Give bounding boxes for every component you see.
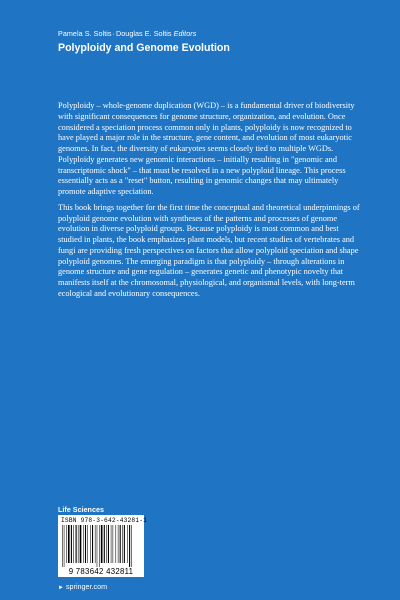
barcode-bar	[73, 525, 74, 563]
barcode-bar	[101, 525, 103, 563]
blurb	[58, 101, 360, 305]
editors-role: Editors	[173, 29, 197, 38]
barcode-bar	[127, 525, 128, 563]
barcode-bar	[104, 525, 105, 563]
barcode-image	[61, 525, 141, 567]
barcode-bar	[118, 525, 119, 563]
barcode-bar	[68, 525, 70, 563]
blurb-paragraph: This book brings together for the first time the conceptual and theoretical underpinnings of polyploid genome evolution with syntheses of the patterns and processes of genome evolution in diverse polyploid groups. Because polyploidy is most common and best studied in plants, the book emphasizes plant models, but recent studies of vertebrates and fungi are providing fresh perspectives on factors that allow polyploid speciation and shape polyploid genomes. The emerging paradigm is that polyploidy – through alterations in genome structure and gene regulation – generates genetic and phenotypic novelty that manifests itself at the chromosomal, physiological, and organismal levels, with long-term ecological and evolutionary consequences.	[58, 202, 360, 298]
barcode-bar	[62, 525, 63, 567]
barcode-bar	[76, 525, 77, 563]
barcode-bar	[108, 525, 109, 563]
editor-separator: ·	[112, 29, 115, 38]
barcode-bar	[122, 525, 123, 563]
barcode-bar	[92, 525, 93, 563]
publisher-name: springer.com	[65, 582, 108, 591]
barcode-bar	[106, 525, 107, 563]
barcode-bar	[83, 525, 84, 563]
barcode-bar	[113, 525, 114, 563]
editors-line	[58, 29, 196, 38]
barcode-digits: 9 783642 432811	[68, 567, 134, 576]
barcode-bar	[90, 525, 91, 563]
barcode-bar	[64, 525, 65, 567]
publisher-link[interactable]	[58, 582, 107, 591]
barcode-bar	[99, 525, 100, 567]
isbn-label: ISBN 978-3-642-43281-1	[61, 517, 148, 524]
barcode-panel	[58, 515, 148, 577]
barcode-bar	[129, 525, 130, 567]
barcode-bar	[124, 525, 125, 563]
editor-name: Douglas E. Soltis	[115, 29, 172, 38]
barcode-bar	[131, 525, 132, 567]
barcode-bar	[80, 525, 82, 563]
editor-name: Pamela S. Soltis	[58, 29, 112, 38]
barcode-bar	[71, 525, 72, 563]
arrow-icon: ►	[58, 585, 64, 591]
barcode-bar	[78, 525, 79, 563]
barcode-bar	[85, 525, 86, 563]
barcode-bar	[95, 525, 96, 563]
blurb-paragraph: Polyploidy – whole-genome duplication (WGD) – is a fundamental driver of biodiversity with significant consequences for genome structure, organization, and evolution. Once considered a speciation process common only in plants, polyploidy is now recognized to have played a major role in the structure, gene content, and evolution of most eukaryotic genomes. In fact, the diversity of eukaryotes seems closely tied to multiple WGDs. Polyploidy generates new genomic interactions – initially resulting in "genomic and transcriptomic shock" – that must be resolved in a new polyploid lineage. This process essentially acts as a "reset" button, resulting in genomic changes that may ultimately promote adaptive speciation.	[58, 101, 355, 196]
subject-label: Life Sciences	[58, 505, 104, 514]
barcode-bar	[66, 525, 67, 563]
barcode-bar	[97, 525, 98, 567]
barcode-bar	[87, 525, 88, 563]
barcode-bar	[116, 525, 117, 563]
barcode-bar	[111, 525, 112, 563]
barcode-bar	[120, 525, 121, 563]
book-title: Polyploidy and Genome Evolution	[58, 42, 230, 54]
